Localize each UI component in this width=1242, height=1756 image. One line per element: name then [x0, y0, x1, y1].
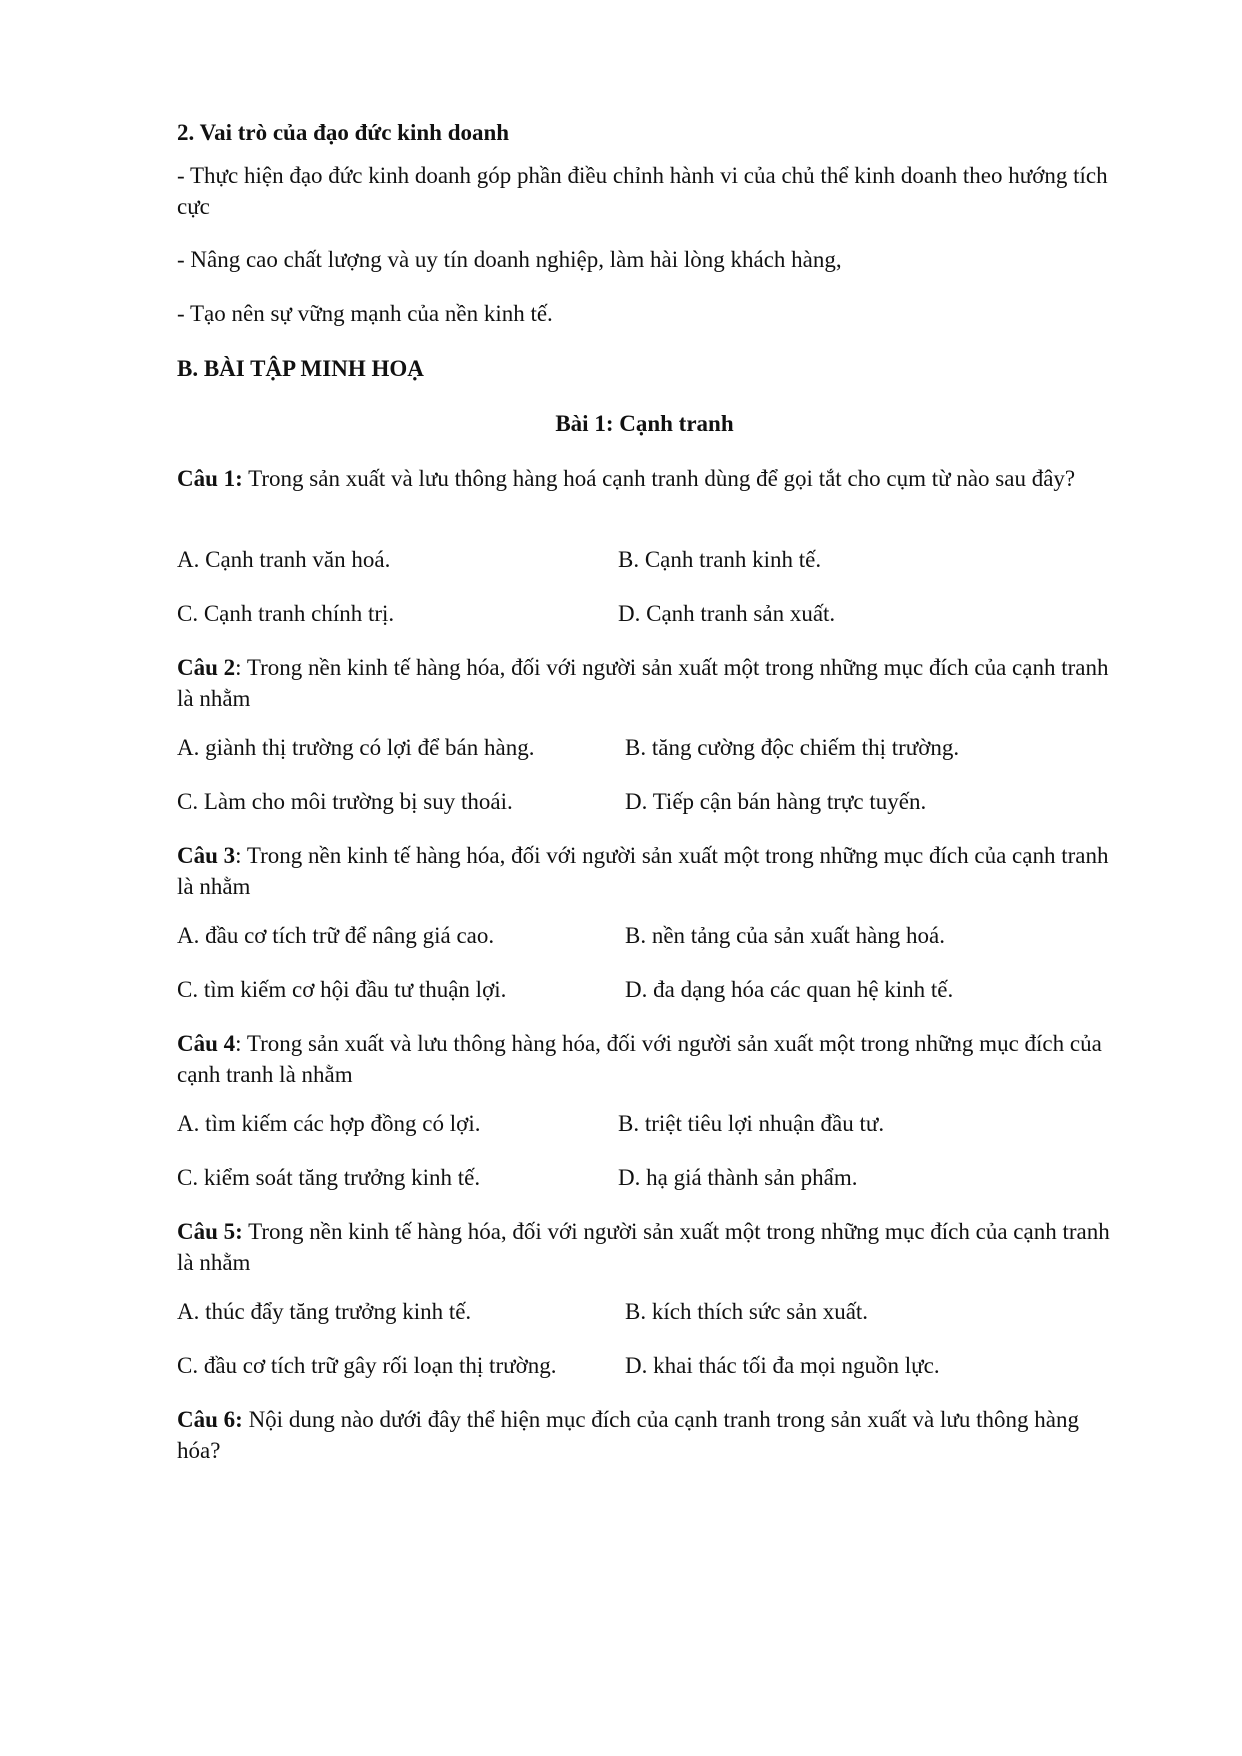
answer-option: D. Cạnh tranh sản xuất.: [618, 601, 836, 626]
question-text: : Trong nền kinh tế hàng hóa, đối với người sản xuất một trong những mục đích của cạnh tranh là nhằm: [177, 655, 1109, 711]
answer-option: A. đầu cơ tích trữ để nâng giá cao.: [177, 923, 495, 948]
question-text: Trong nền kinh tế hàng hóa, đối với người sản xuất một trong những mục đích của cạnh tranh là nhằm: [177, 1219, 1110, 1275]
answer-option: D. đa dạng hóa các quan hệ kinh tế.: [625, 977, 954, 1002]
question-1: [177, 463, 1112, 494]
lesson-title: Bài 1: Cạnh tranh: [555, 411, 734, 436]
answer-option: A. thúc đẩy tăng trưởng kinh tế.: [177, 1299, 472, 1324]
question-6: [177, 1404, 1112, 1466]
question-text: : Trong nền kinh tế hàng hóa, đối với người sản xuất một trong những mục đích của cạnh tranh là nhằm: [177, 843, 1109, 899]
question-text: Trong sản xuất và lưu thông hàng hoá cạnh tranh dùng để gọi tắt cho cụm từ nào sau đây?: [242, 466, 1076, 491]
section-heading: B. BÀI TẬP MINH HOẠ: [177, 356, 424, 381]
answer-option: C. tìm kiếm cơ hội đầu tư thuận lợi.: [177, 977, 507, 1002]
answer-option: B. nền tảng của sản xuất hàng hoá.: [625, 923, 945, 948]
answer-option: B. tăng cường độc chiếm thị trường.: [625, 735, 960, 760]
answer-option: C. Cạnh tranh chính trị.: [177, 601, 395, 626]
answer-option: D. Tiếp cận bán hàng trực tuyến.: [625, 789, 927, 814]
answer-option: C. kiểm soát tăng trưởng kinh tế.: [177, 1165, 481, 1190]
question-2: [177, 652, 1112, 714]
question-text: : Trong sản xuất và lưu thông hàng hóa, đối với người sản xuất một trong những mục đích của cạnh tranh là nhằm: [177, 1031, 1102, 1087]
bullet-point: - Nâng cao chất lượng và uy tín doanh nghiệp, làm hài lòng khách hàng,: [177, 247, 842, 272]
question-label: Câu 6:: [177, 1407, 243, 1432]
question-text: Nội dung nào dưới đây thể hiện mục đích của cạnh tranh trong sản xuất và lưu thông hàng hóa?: [177, 1407, 1079, 1463]
answer-option: A. Cạnh tranh văn hoá.: [177, 547, 391, 572]
question-label: Câu 3: [177, 843, 236, 868]
bullet-point: - Thực hiện đạo đức kinh doanh góp phần điều chỉnh hành vi của chủ thể kinh doanh theo hướng tích cực: [177, 163, 1108, 219]
question-4: [177, 1028, 1112, 1090]
answer-option: C. đầu cơ tích trữ gây rối loạn thị trường.: [177, 1353, 557, 1378]
answer-option: A. tìm kiếm các hợp đồng có lợi.: [177, 1111, 481, 1136]
answer-option: D. khai thác tối đa mọi nguồn lực.: [625, 1353, 940, 1378]
question-5: [177, 1216, 1112, 1278]
question-label: Câu 5:: [177, 1219, 243, 1244]
answer-option: B. Cạnh tranh kinh tế.: [618, 547, 822, 572]
answer-option: A. giành thị trường có lợi để bán hàng.: [177, 735, 535, 760]
question-label: Câu 4: [177, 1031, 236, 1056]
question-label: Câu 1:: [177, 466, 243, 491]
question-label: Câu 2: [177, 655, 236, 680]
question-3: [177, 840, 1112, 902]
section-heading: 2. Vai trò của đạo đức kinh doanh: [177, 120, 510, 145]
answer-option: B. triệt tiêu lợi nhuận đầu tư.: [618, 1111, 885, 1136]
answer-option: C. Làm cho môi trường bị suy thoái.: [177, 789, 513, 814]
answer-option: B. kích thích sức sản xuất.: [625, 1299, 869, 1324]
bullet-point: - Tạo nên sự vững mạnh của nền kinh tế.: [177, 301, 553, 326]
answer-option: D. hạ giá thành sản phẩm.: [618, 1165, 858, 1190]
